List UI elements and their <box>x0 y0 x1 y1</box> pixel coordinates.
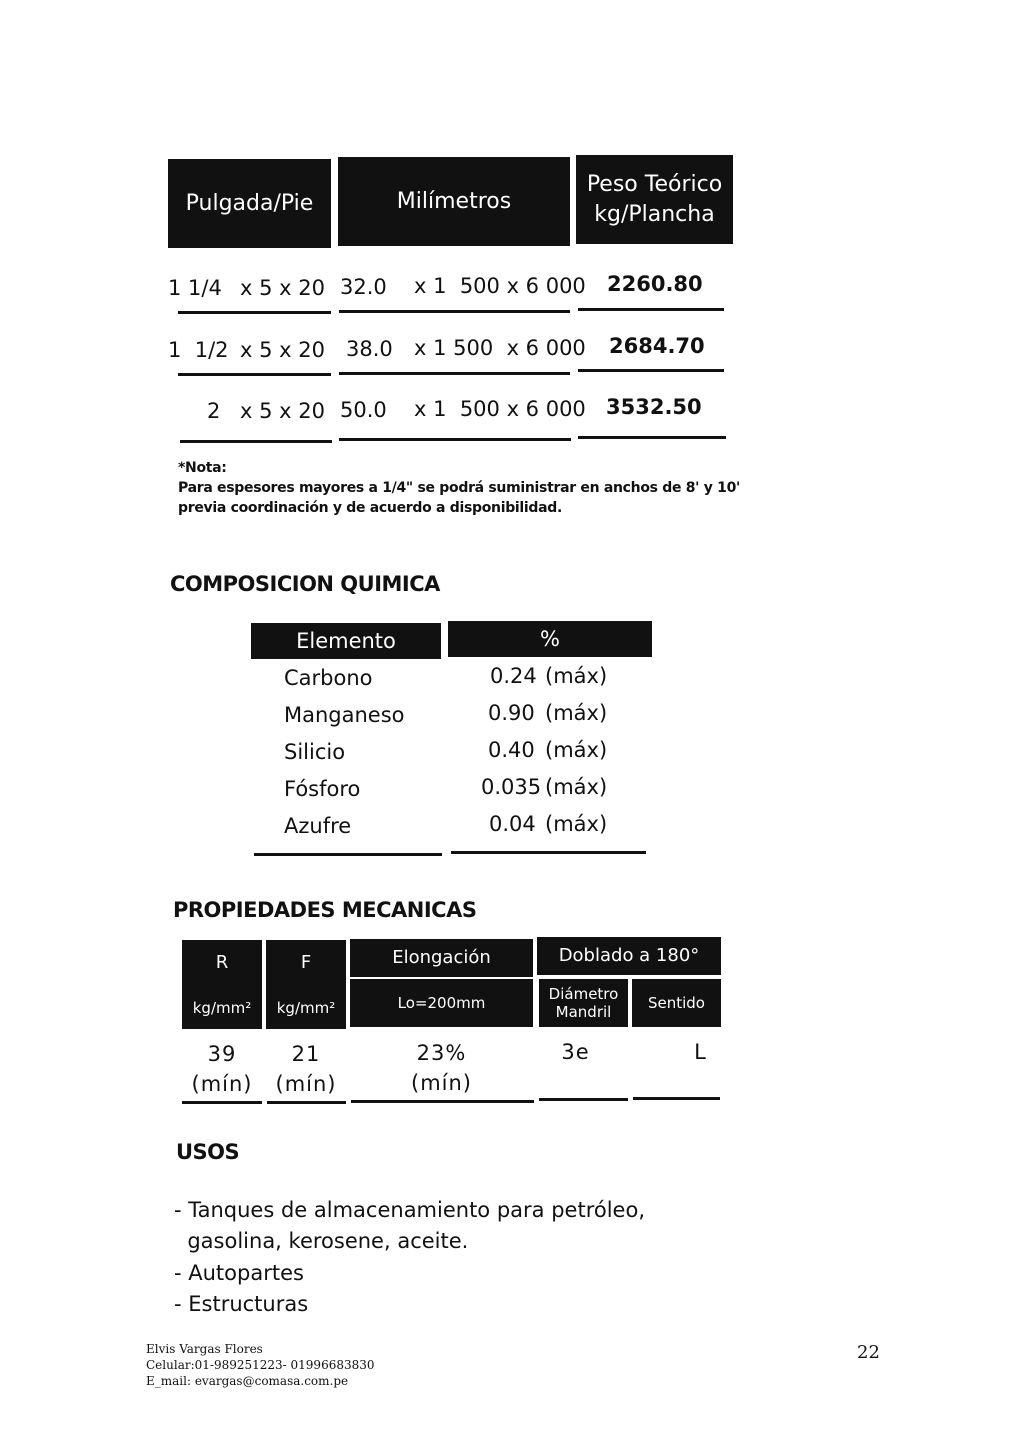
qualifier-carbono: (máx) <box>545 664 608 688</box>
value-f-qualifier: (mín) <box>275 1072 337 1096</box>
value-manganeso: 0.90 <box>488 701 535 725</box>
usos-title: USOS <box>176 1140 240 1164</box>
value-sentido: L <box>694 1040 707 1064</box>
header-label: % <box>540 627 560 651</box>
header-peso-teorico <box>576 155 733 244</box>
row3-mm: 50.0 <box>340 398 387 422</box>
value-elongacion: 23% <box>416 1041 467 1065</box>
value-azufre: 0.04 <box>489 812 536 836</box>
header-unit: kg/mm² <box>276 998 336 1017</box>
value-diametro: 3e <box>561 1040 590 1064</box>
header-percent <box>448 621 652 657</box>
uso-item: - Tanques de almacenamiento para petróleo, <box>174 1198 645 1222</box>
header-label: Elongación <box>392 947 491 968</box>
qualifier-silicio: (máx) <box>545 738 608 762</box>
header-pulgada-pie <box>168 159 331 248</box>
value-silicio: 0.40 <box>488 738 535 762</box>
row2-inch-dims: x 5 x 20 <box>240 338 325 362</box>
row3-divider <box>180 440 332 443</box>
qualifier-fosforo: (máx) <box>545 775 608 799</box>
row2-divider <box>339 372 570 375</box>
chemical-divider <box>451 851 646 854</box>
row3-mm-dims: x 1 500 x 6 000 <box>414 397 586 421</box>
header-label: Milímetros <box>396 188 512 214</box>
row2-weight: 2684.70 <box>609 334 705 358</box>
chemical-divider <box>254 853 442 856</box>
uso-item: gasolina, kerosene, aceite. <box>174 1229 469 1253</box>
header-unit: kg/mm² <box>192 998 252 1017</box>
mechanical-divider <box>351 1100 534 1103</box>
row3-weight: 3532.50 <box>606 395 702 419</box>
value-carbono: 0.24 <box>490 664 537 688</box>
row2-divider <box>578 369 724 372</box>
header-label: kg/Plancha <box>594 201 715 227</box>
header-label: Sentido <box>647 994 705 1012</box>
row3-divider <box>339 438 571 441</box>
row1-mm: 32.0 <box>340 275 387 299</box>
value-elongacion-qualifier: (mín) <box>411 1071 472 1095</box>
note-line-1: Para espesores mayores a 1/4" se podrá suministrar en anchos de 8' y 10' <box>178 480 740 496</box>
row2-mm: 38.0 <box>346 337 393 361</box>
mechanical-title: PROPIEDADES MECANICAS <box>173 898 477 922</box>
element-carbono: Carbono <box>284 666 373 690</box>
row2-mm-dims: x 1 500 x 6 000 <box>414 336 586 360</box>
row1-inch-dims: x 5 x 20 <box>240 276 325 300</box>
row3-inch: 2 <box>207 399 221 423</box>
value-r-qualifier: (mín) <box>191 1072 253 1096</box>
header-label: Pulgada/Pie <box>185 190 314 216</box>
page-number: 22 <box>857 1342 880 1363</box>
element-fosforo: Fósforo <box>284 777 361 801</box>
header-elongacion <box>350 939 533 977</box>
element-azufre: Azufre <box>284 814 352 838</box>
header-label: Diámetro <box>548 985 619 1003</box>
header-label: Lo=200mm <box>397 994 486 1012</box>
footer-email: E_mail: evargas@comasa.com.pe <box>146 1374 349 1388</box>
footer-name: Elvis Vargas Flores <box>146 1342 263 1356</box>
row1-weight: 2260.80 <box>607 272 703 296</box>
chemical-title: COMPOSICION QUIMICA <box>170 572 440 596</box>
header-r <box>182 940 262 1029</box>
header-lo-200mm <box>350 979 533 1027</box>
row2-divider <box>178 373 331 376</box>
header-label: R <box>215 952 229 974</box>
header-label: Mandril <box>555 1003 612 1021</box>
header-label: Peso Teórico <box>586 171 723 197</box>
qualifier-azufre: (máx) <box>545 812 608 836</box>
mechanical-divider <box>539 1098 628 1101</box>
mechanical-divider <box>182 1101 262 1104</box>
header-elemento <box>251 623 441 659</box>
header-label: Elemento <box>296 629 396 653</box>
header-sentido <box>632 979 721 1027</box>
row1-mm-dims: x 1 500 x 6 000 <box>414 274 586 298</box>
footer-phone: Celular:01-989251223- 01996683830 <box>146 1358 375 1372</box>
row3-divider <box>578 436 726 439</box>
row1-divider <box>578 308 724 311</box>
element-silicio: Silicio <box>284 740 346 764</box>
header-label: Doblado a 180° <box>558 945 700 966</box>
note-line-2: previa coordinación y de acuerdo a disponibilidad. <box>178 500 563 516</box>
uso-item: - Autopartes <box>174 1261 304 1285</box>
row3-inch-dims: x 5 x 20 <box>240 399 325 423</box>
uso-item: - Estructuras <box>174 1292 309 1316</box>
qualifier-manganeso: (máx) <box>545 701 608 725</box>
header-f <box>266 940 346 1029</box>
header-label: F <box>300 952 312 974</box>
header-diametro-mandril <box>539 979 628 1027</box>
mechanical-divider <box>633 1097 720 1100</box>
element-manganeso: Manganeso <box>284 703 405 727</box>
value-fosforo: 0.035 <box>481 775 542 799</box>
header-doblado <box>537 937 721 975</box>
header-milimetros <box>338 157 570 246</box>
row1-divider <box>178 311 331 314</box>
row2-inch: 1 1/2 <box>168 338 229 362</box>
row1-inch: 1 1/4 <box>168 276 222 300</box>
note-label: *Nota: <box>178 460 227 476</box>
value-r: 39 <box>207 1042 237 1066</box>
row1-divider <box>339 310 570 313</box>
value-f: 21 <box>291 1042 321 1066</box>
mechanical-divider <box>267 1101 346 1104</box>
